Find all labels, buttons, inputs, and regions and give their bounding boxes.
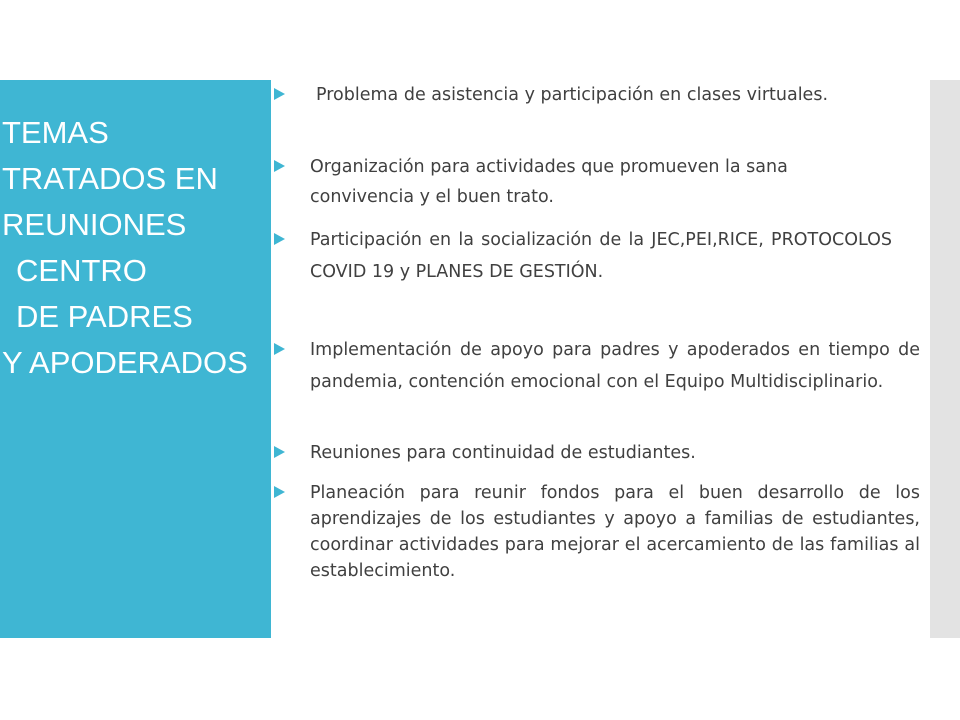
bullet-text: Organización para actividades que promueven la sana convivencia y el buen trato. — [310, 157, 788, 207]
play-arrow-icon — [274, 343, 285, 355]
play-arrow-icon — [274, 446, 285, 458]
side-strip — [930, 80, 960, 638]
bullet-text: Planeación para reunir fondos para el buen desarrollo de los aprendizajes de los estudiantes y apoyo a familias de estudiantes, coordinar actividades para mejorar el acercamiento de las familias al establecimiento. — [310, 483, 920, 581]
list-item — [272, 334, 920, 398]
list-item — [272, 82, 920, 108]
bullet-text: Problema de asistencia y participación en clases virtuales. — [316, 85, 829, 105]
bullet-text: Reuniones para continuidad de estudiantes. — [310, 443, 696, 463]
play-arrow-icon — [274, 486, 285, 498]
title-line: CENTRO — [16, 253, 147, 288]
title-line: DE PADRES — [16, 299, 193, 334]
play-arrow-icon — [274, 88, 285, 100]
slide-title — [2, 110, 270, 386]
title-line: TRATADOS EN — [2, 161, 218, 196]
bullet-text: Implementación de apoyo para padres y apoderados en tiempo de pandemia, contención emocional con el Equipo Multidisciplinario. — [310, 340, 920, 392]
title-line: REUNIONES — [2, 207, 187, 242]
list-item — [272, 440, 920, 466]
bullet-text: Participación en la socialización de la JEC,PEI,RICE, PROTOCOLOS COVID 19 y PLANES DE GESTIÓN. — [310, 230, 892, 282]
list-item — [272, 224, 892, 288]
title-line: Y APODERADOS — [2, 345, 248, 380]
title-line: TEMAS — [2, 115, 109, 150]
list-item — [272, 480, 920, 584]
list-item — [272, 152, 920, 212]
play-arrow-icon — [274, 160, 285, 172]
play-arrow-icon — [274, 233, 285, 245]
